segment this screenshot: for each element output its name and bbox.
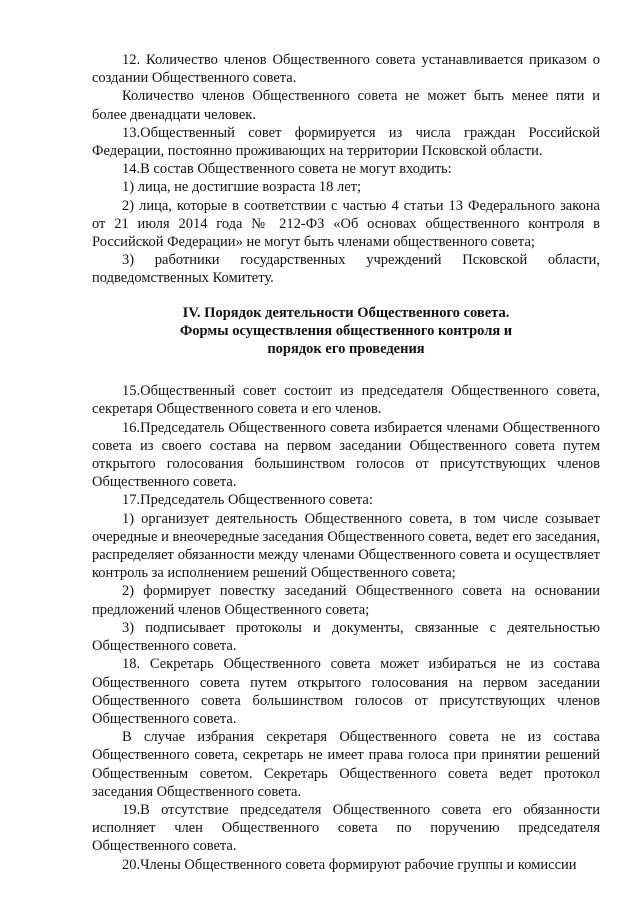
paragraph-14-item-1: 1) лица, не достигшие возраста 18 лет; [122,179,362,196]
paragraph-17-item-1: 1) организует деятельность Общественного совета, в том числе созывает очередные и внеочередные заседания Общественного совета, ведет его заседания, распределяет обязанности между членами Общественного совета и осуществляет контроль за исполнением решений Общественного совета; [92,510,600,582]
section-heading-line-3: порядок его проведения [267,341,425,358]
paragraph-17-item-3: 3) подписывает протоколы и документы, связанные с деятельностью Общественного совета. [92,619,600,655]
paragraph-14: 14.В состав Общественного совета не могут входить: [122,161,452,178]
paragraph-14-item-3: 3) работники государственных учреждений Псковской области, подведомственных Комитету. [92,252,600,287]
paragraph-12: 12. Количество членов Общественного совета устанавливается приказом о создании Общественного совета. [92,52,600,87]
paragraph-16: 16.Председатель Общественного совета избирается членами Общественного совета из своего состава на первом заседании Общественного совета путем открытого голосования большинством голосов от присутствующих членов Общественного совета. [92,419,600,491]
document-body [92,51,600,874]
section-heading-line-1: IV. Порядок деятельности Общественного совета. [182,304,510,321]
paragraph-17-item-2: 2) формирует повестку заседаний Общественного совета на основании предложений членов Общественного совета; [92,583,600,618]
paragraph-13: 13.Общественный совет формируется из числа граждан Российской Федерации, постоянно проживающих на территории Псковской области. [92,124,600,160]
section-heading-line-2: Формы осуществления общественного контроля и [179,322,513,339]
paragraph-19: 19.В отсутствие председателя Общественного совета его обязанности исполняет член Общественного совета по поручению председателя Общественного совета. [92,801,600,855]
section-heading [92,304,600,359]
paragraph-20: 20.Члены Общественного совета формируют рабочие группы и комиссии [122,856,577,873]
paragraph-12-continued: Количество членов Общественного совета не может быть менее пяти и более двенадцати человек. [92,88,600,123]
paragraph-15: 15.Общественный совет состоит из председателя Общественного совета, секретаря Общественного совета и его членов. [92,383,600,418]
paragraph-18: 18. Секретарь Общественного совета может избираться не из состава Общественного совета путем открытого голосования на первом заседании Общественного совета большинством голосов от присутствующих членов Общественного совета. [92,656,600,727]
paragraph-14-item-2: 2) лица, которые в соответствии с частью 4 статьи 13 Федерального закона от 21 июля 2014 года № 212-ФЗ «Об основах общественного контроля в Российской Федерации» не могут быть членами общественного совета; [92,197,600,251]
paragraph-17: 17.Председатель Общественного совета: [122,492,373,509]
paragraph-18-continued: В случае избрания секретаря Общественного совета не из состава Общественного совета, секретарь не имеет права голоса при принятии решений Общественным советом. Секретарь Общественного совета ведет протокол заседания Общественного совета. [92,729,600,800]
